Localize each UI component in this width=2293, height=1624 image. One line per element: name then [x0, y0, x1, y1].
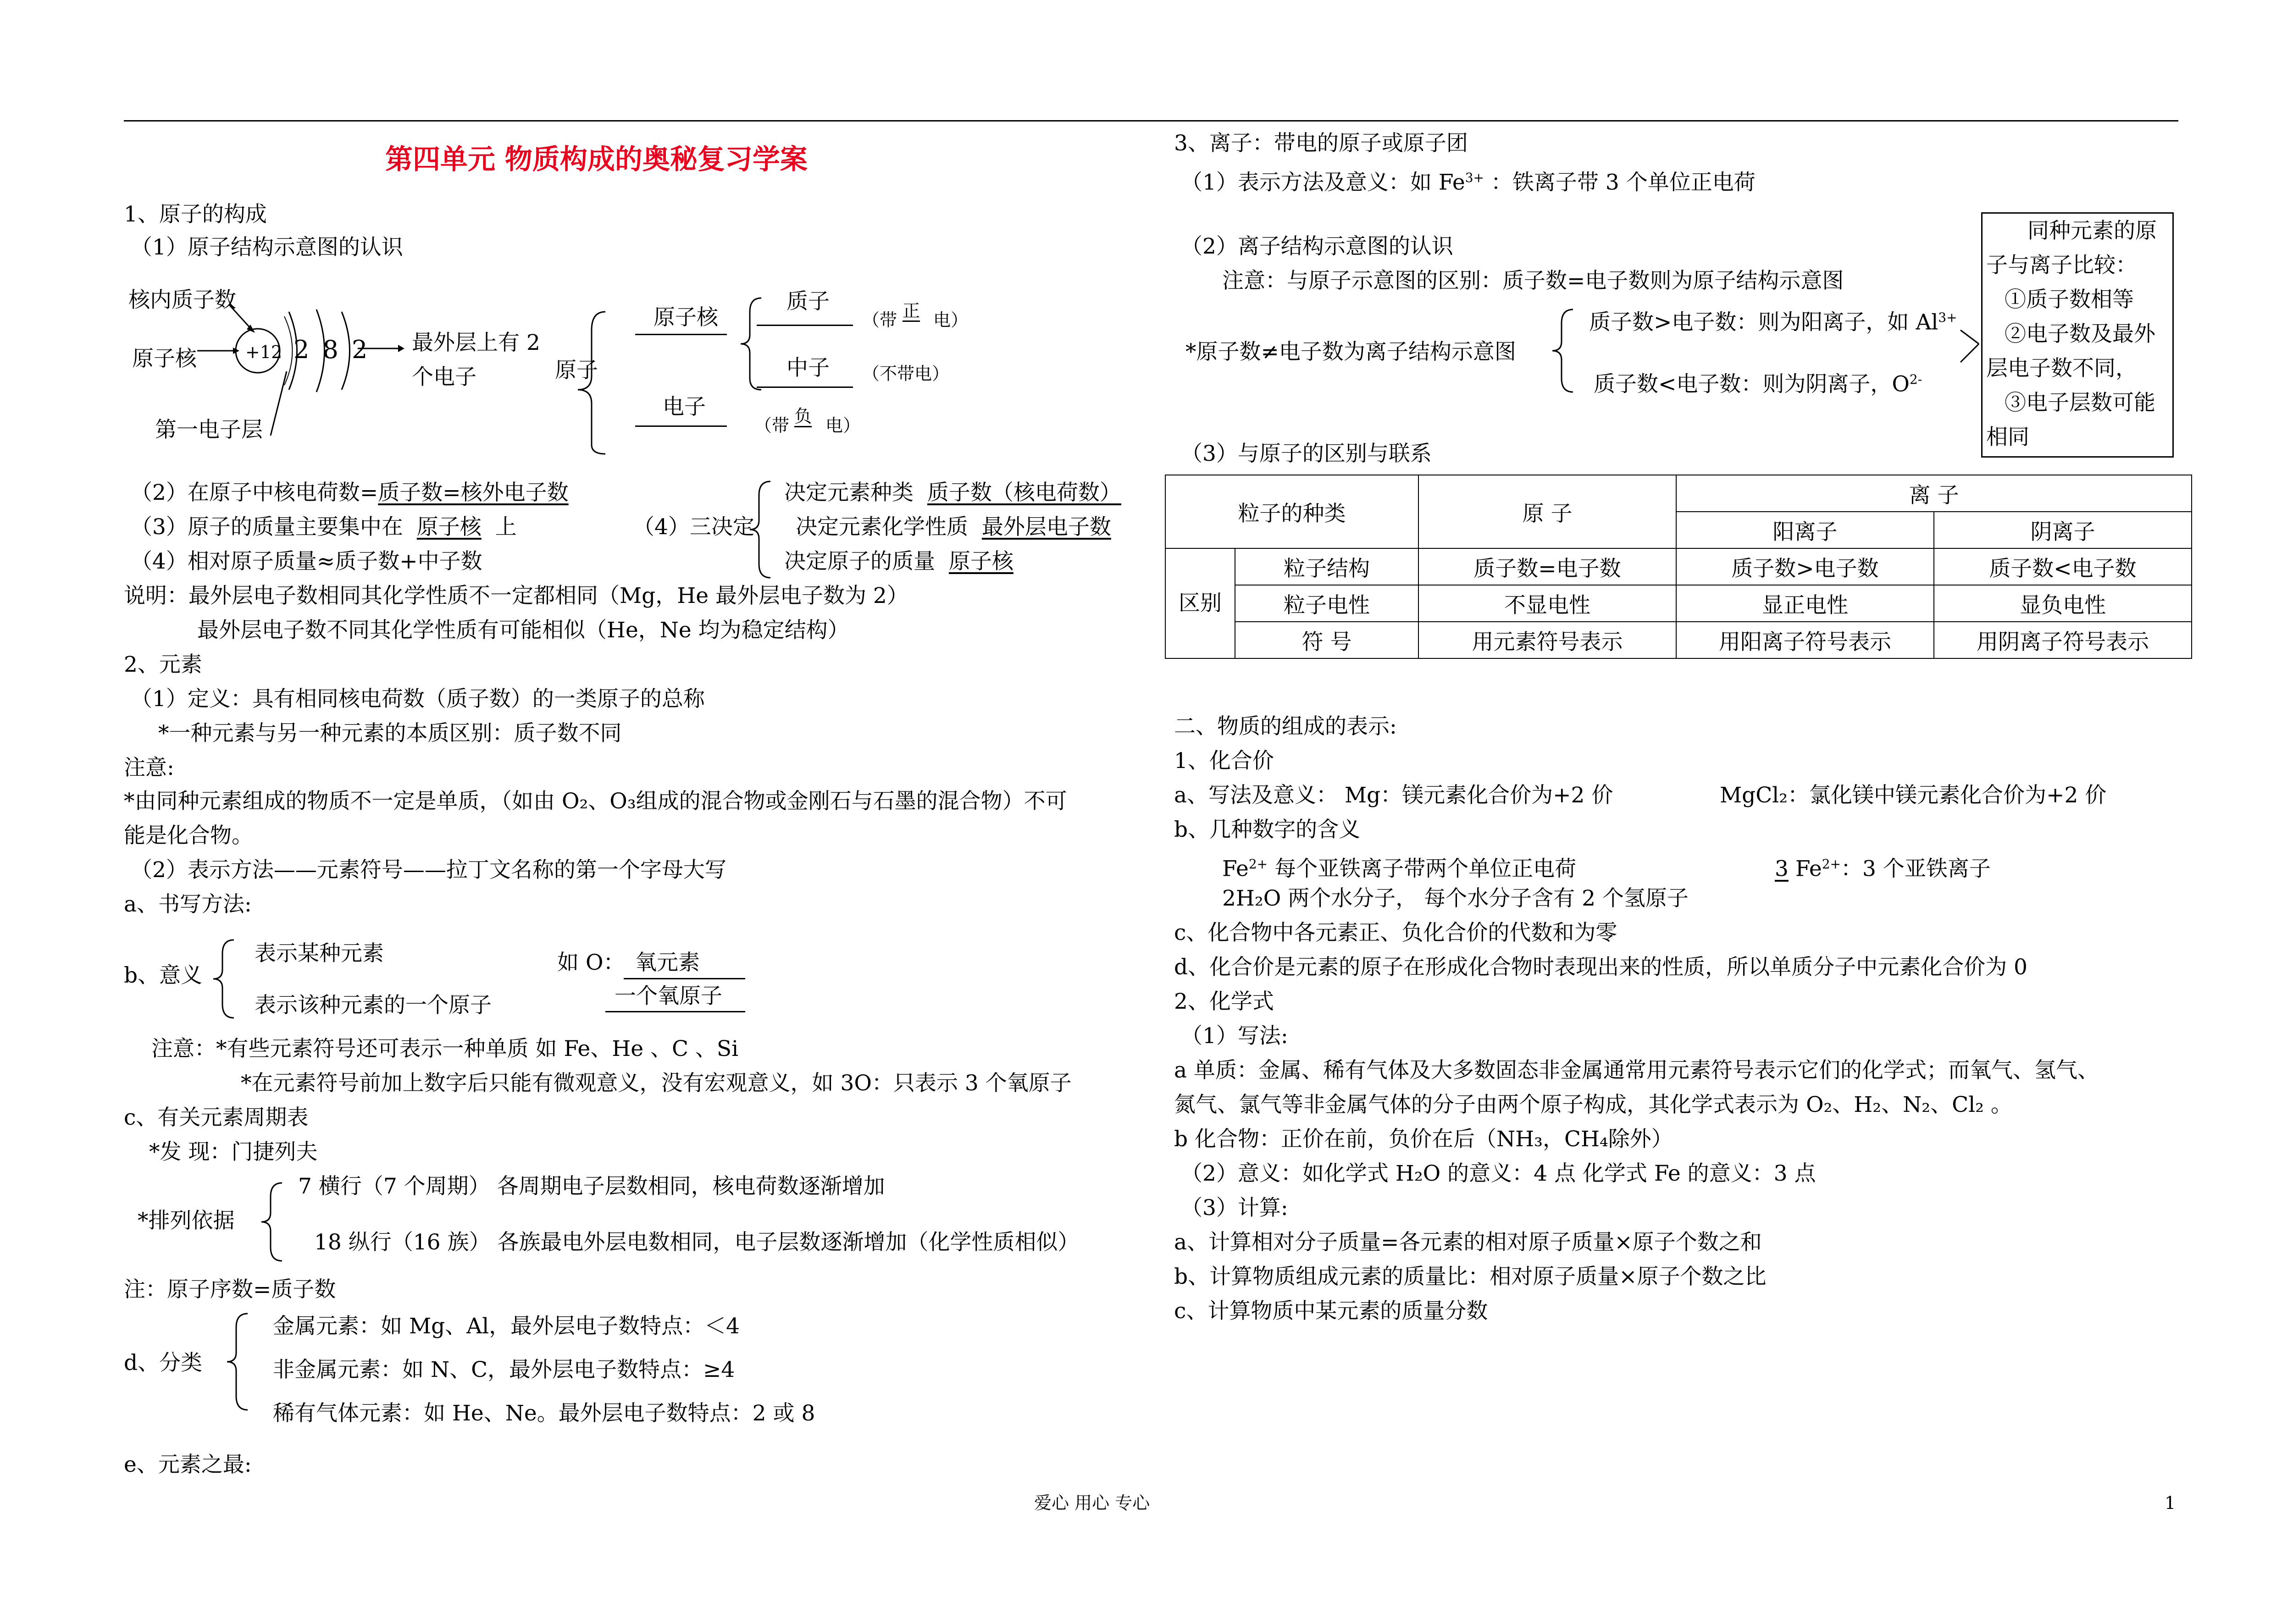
electron-charge-sign: 负 — [794, 406, 812, 426]
th-kind: 粒子的种类 — [1165, 475, 1418, 548]
valence-c: c、化合物中各元素正、负化合价的代数和为零 — [1174, 920, 1617, 945]
arrangement-groups: 18 纵行（16 族） 各族最电外层电数相同，电子层数逐渐增加（化学性质相似） — [314, 1230, 1080, 1255]
box-line-5: 层电子数不同， — [1986, 356, 2137, 381]
outer-note-2: 个电子 — [412, 365, 476, 390]
determinants-brace — [748, 477, 775, 582]
valence-a-mgcl2: MgCl₂：氯化镁中镁元素化合价为+2 价 — [1720, 783, 2107, 808]
electron-charge-close: 电） — [825, 415, 861, 436]
attention-1: *由同种元素组成的物质不一定是单质，（如由 O₂、O₃组成的混合物或金刚石与石墨的混合物）不可 — [124, 789, 1067, 814]
td-diff: 区别 — [1165, 548, 1235, 658]
water-meaning: 2H₂O 两个水分子， 每个水分子含有 2 个氢原子 — [1222, 886, 1689, 911]
element-superlatives: e、元素之最: — [124, 1452, 252, 1477]
cation-rule: 质子数>电子数：则为阳离子，如 $Al^{3+}$ — [1589, 309, 1957, 335]
symbol-note-1: 注意：*有些元素符号还可表示一种单质 如 Fe、He 、C 、Si — [151, 1036, 739, 1061]
atomic-number-note: 注：原子序数=质子数 — [124, 1277, 336, 1302]
nucleus-rule — [635, 334, 727, 335]
line-atom-mass: （3）原子的质量主要集中在 原子核 上 — [131, 514, 517, 540]
td-cell: 质子数=电子数 — [1418, 548, 1676, 585]
label-electron: 电子 — [663, 394, 706, 420]
td-cell: 显负电性 — [1934, 585, 2192, 622]
td-cell: 不显电性 — [1418, 585, 1676, 622]
ion-diagram-note: 注意：与原子示意图的区别：质子数=电子数则为原子结构示意图 — [1222, 268, 1844, 293]
representation: （2）表示方法——元素符号——拉丁文名称的第一个字母大写 — [131, 857, 726, 883]
example-element: 氧元素 — [635, 950, 700, 975]
meaning-label: b、意义 — [124, 963, 203, 988]
note-1: 说明：最外层电子数相同其化学性质不一定都相同（Mg，He 最外层电子数为 2） — [124, 583, 908, 608]
line-relative-mass: （4）相对原子质量≈质子数+中子数 — [131, 549, 482, 574]
class-noble: 稀有气体元素：如 He、Ne。最外层电子数特点：2 或 8 — [273, 1401, 815, 1426]
ion-diagram: （2）离子结构示意图的认识 — [1181, 234, 1453, 259]
td-cell: 显正电性 — [1676, 585, 1934, 622]
label-neutron: 中子 — [786, 355, 830, 381]
determinant-chem-property: 决定元素化学性质 最外层电子数 — [796, 514, 1111, 540]
label-atom-nucleus: 原子核 — [654, 305, 718, 330]
th-cation: 阳离子 — [1676, 512, 1934, 548]
formula-calc: （3）计算: — [1181, 1195, 1288, 1221]
ion-diagram-rule: *原子数≠电子数为离子结构示意图 — [1185, 339, 1516, 365]
meaning-1: 表示某种元素 — [255, 941, 384, 966]
periodic-table: c、有关元素周期表 — [124, 1105, 309, 1130]
calc-mass-ratio: b、计算物质组成元素的质量比：相对原子质量×原子个数之比 — [1174, 1264, 1767, 1289]
example-atom: 一个氧原子 — [615, 983, 722, 1009]
valence: 1、化合价 — [1174, 748, 1274, 773]
example-label: 如 O： — [557, 950, 625, 975]
valence-a: a、写法及意义： Mg：镁元素化合价为+2 价 — [1174, 783, 1613, 808]
arrangement-brace — [259, 1178, 287, 1265]
meaning-2: 表示该种元素的一个原子 — [255, 993, 492, 1018]
section-composition: 二、物质的组成的表示: — [1174, 714, 1397, 739]
box-line-7: 相同 — [1986, 425, 2029, 450]
nucleus-charge: +12 — [245, 342, 282, 362]
element-definition: （1）定义：具有相同核电荷数（质子数）的一类原子的总称 — [131, 686, 705, 712]
discovery: *发 现：门捷列夫 — [149, 1139, 318, 1165]
proton-charge-open: （带 — [862, 310, 897, 330]
header-rule — [124, 120, 2178, 122]
arrangement-label: *排列依据 — [138, 1208, 235, 1233]
box-line-4: ②电子数及最外 — [2005, 321, 2155, 347]
classification-label: d、分类 — [124, 1350, 203, 1375]
td-cell: 质子数>电子数 — [1676, 548, 1934, 585]
box-line-6: ③电子层数可能 — [2005, 390, 2155, 415]
section-ion: 3、离子：带电的原子或原子团 — [1174, 131, 1468, 156]
ferrous-charge: $Fe^{2+}$ 每个亚铁离子带两个单位正电荷 — [1222, 856, 1577, 882]
ion-atom-relation: （3）与原子的区别与联系 — [1181, 441, 1432, 466]
valence-d: d、化合价是元素的原子在形成化合物时表现出来的性质，所以单质分子中元素化合价为 0 — [1174, 955, 2027, 980]
footer-motto: 爱心 用心 专心 — [1034, 1493, 1150, 1513]
td-cell: 用阴离子符号表示 — [1934, 622, 2192, 658]
formula-writing: （1）写法: — [1181, 1023, 1288, 1049]
td-cell: 用阳离子符号表示 — [1676, 622, 1934, 658]
note-2: 最外层电子数不同其化学性质有可能相似（He，Ne 均为稳定结构） — [197, 618, 849, 643]
calc-molecular-mass: a、计算相对分子质量=各元素的相对原子质量×原子个数之和 — [1174, 1230, 1762, 1255]
nucleus-brace — [738, 293, 766, 394]
writing-method: a、书写方法: — [124, 892, 252, 917]
outer-note-1: 最外层上有 2 — [412, 330, 540, 355]
td-cell: 粒子电性 — [1235, 585, 1418, 622]
formula-elemental-2: 氮气、氯气等非金属气体的分子由两个原子构成，其化学式表示为 O₂、H₂、N₂、Cl₂ 。 — [1174, 1092, 2012, 1117]
ferrous-count: 3 $Fe^{2+}$：3 个亚铁离子 — [1775, 856, 1991, 882]
classification-brace — [225, 1309, 252, 1414]
section-atom: 1、原子的构成 — [124, 202, 267, 227]
th-anion: 阴离子 — [1934, 512, 2192, 548]
attention-2: 能是化合物。 — [124, 823, 253, 848]
attention-label: 注意: — [124, 755, 174, 780]
electron-rule — [635, 425, 727, 427]
table-row — [1165, 622, 2192, 658]
example-rule-2 — [605, 1011, 745, 1012]
box-line-1: 同种元素的原 — [2027, 218, 2157, 243]
label-first-layer: 第一电子层 — [155, 417, 263, 442]
electron-charge-open: （带 — [754, 415, 790, 436]
formula-compound: b 化合物：正价在前，负价在后（NH₃，CH₄除外） — [1174, 1127, 1673, 1152]
label-proton: 质子 — [786, 289, 830, 314]
valence-b: b、几种数字的含义 — [1174, 817, 1361, 842]
td-cell: 质子数<电子数 — [1934, 548, 2192, 585]
td-cell: 粒子结构 — [1235, 548, 1418, 585]
td-cell: 符 号 — [1235, 622, 1418, 658]
ion-notation: （1）表示方法及意义：如 $Fe^{3+}$ ：铁离子带 3 个单位正电荷 — [1181, 170, 1756, 195]
determinant-element-kind: 决定元素种类 质子数（核电荷数） — [784, 480, 1121, 505]
page-number: 1 — [2165, 1493, 2176, 1513]
neutron-rule — [757, 387, 853, 388]
meaning-brace — [211, 935, 238, 1022]
line-nuclear-charge: （2）在原子中核电荷数=质子数=核外电子数 — [131, 480, 569, 505]
comparison-table — [1165, 475, 2192, 659]
proton-charge-close: 电） — [933, 310, 969, 330]
neutron-charge: （不带电） — [862, 364, 950, 384]
th-atom: 原 子 — [1418, 475, 1676, 548]
th-ion: 离 子 — [1676, 475, 2192, 512]
calc-mass-fraction: c、计算物质中某元素的质量分数 — [1174, 1298, 1488, 1324]
td-cell: 用元素符号表示 — [1418, 622, 1676, 658]
line-structure: （1）原子结构示意图的认识 — [131, 235, 403, 260]
arrangement-periods: 7 横行（7 个周期） 各周期电子层数相同，核电荷数逐渐增加 — [298, 1174, 885, 1199]
proton-rule — [757, 325, 853, 326]
formula-meaning: （2）意义：如化学式 H₂O 的意义：4 点 化学式 Fe 的意义：3 点 — [1181, 1161, 1816, 1186]
determinant-atom-mass: 决定原子的质量 原子核 — [784, 549, 1014, 574]
symbol-note-2: *在元素符号前加上数字后只能有微观意义，没有宏观意义，如 3O：只表示 3 个氧原子 — [241, 1071, 1072, 1096]
section-element: 2、元素 — [124, 652, 202, 677]
class-nonmetal: 非金属元素：如 N、C，最外层电子数特点：≥4 — [273, 1357, 735, 1382]
label-nucleus: 原子核 — [132, 346, 197, 371]
electron-shells: 2 8 2 — [294, 335, 371, 364]
box-connector — [1956, 316, 1983, 376]
label-nucleus-protons: 核内质子数 — [128, 287, 236, 313]
anion-rule: 质子数<电子数：则为阴离子，$O^{2-}$ — [1594, 371, 1922, 397]
ion-brace — [1550, 305, 1578, 397]
table-row — [1165, 548, 2192, 585]
box-line-2: 子与离子比较： — [1986, 253, 2137, 278]
formula: 2、化学式 — [1174, 989, 1274, 1014]
formula-elemental-1: a 单质：金属、稀有气体及大多数固态非金属通常用元素符号表示它们的化学式；而氧气、氢气、 — [1174, 1058, 2099, 1083]
page-title: 第四单元 物质构成的奥秘复习学案 — [385, 144, 808, 176]
example-rule-1 — [624, 978, 745, 979]
proton-charge-sign: 正 — [903, 301, 920, 321]
table-row — [1165, 585, 2192, 622]
class-metal: 金属元素：如 Mg、Al，最外层电子数特点：＜4 — [273, 1314, 740, 1339]
element-difference: *一种元素与另一种元素的本质区别：质子数不同 — [158, 721, 622, 746]
comparison-box — [1981, 212, 2174, 458]
label-atom: 原子 — [555, 358, 598, 383]
three-determinants: （4）三决定 — [633, 514, 754, 540]
box-line-3: ①质子数相等 — [2005, 287, 2134, 312]
